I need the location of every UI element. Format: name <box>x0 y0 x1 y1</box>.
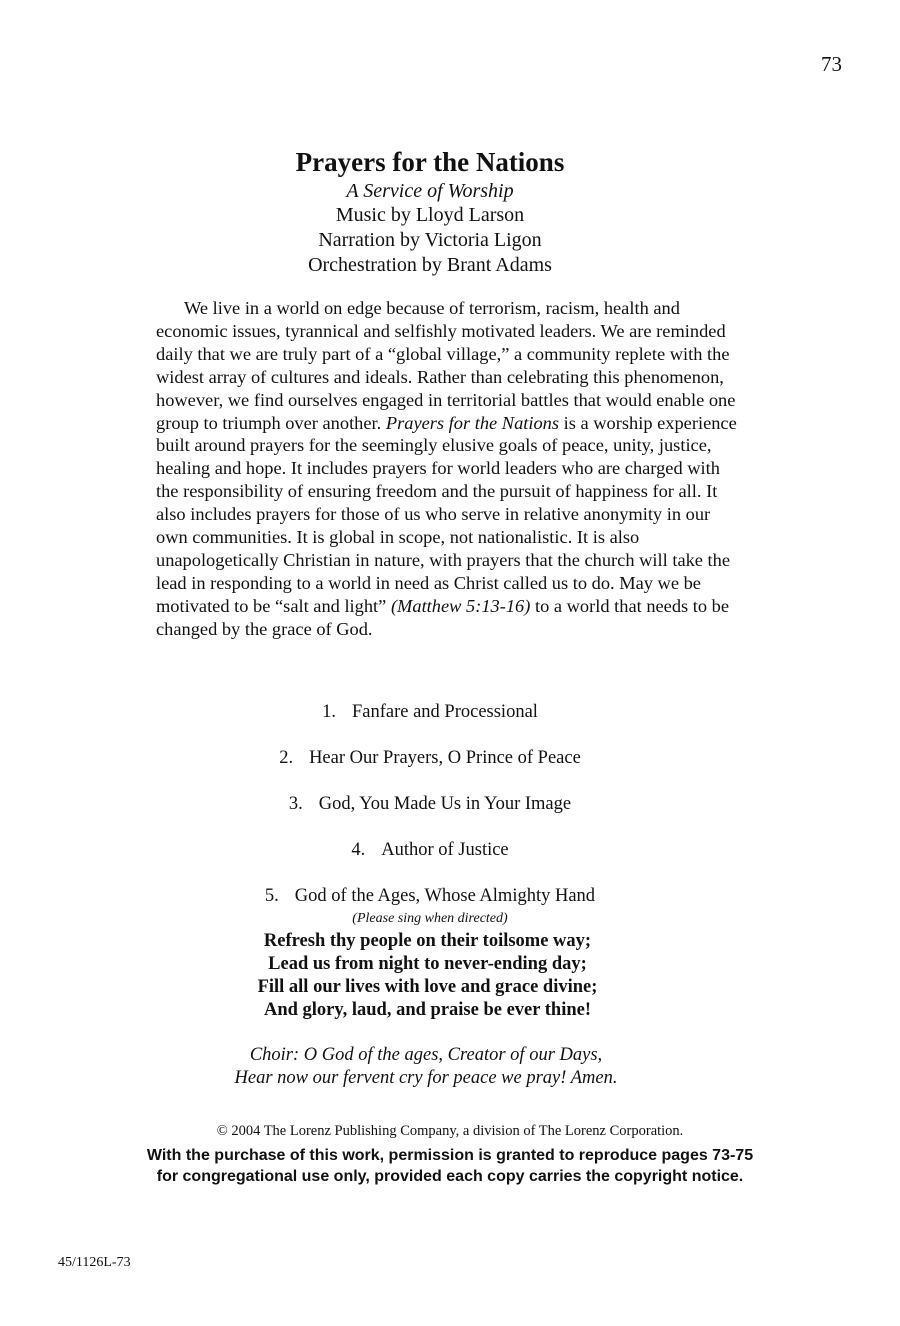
song-number: 5. <box>264 886 279 906</box>
choir-line: Hear now our fervent cry for peace we pray! Amen. <box>234 1068 618 1088</box>
song-title: Author of Justice <box>381 840 509 860</box>
intro-text-2: is a worship experience built around prayers for the seemingly elusive goals of peace, unity, justice, healing and hope. It includes prayers for world leaders who are charged with the responsibility of ensuring freedom and the pursuit of happiness for all. It also includes prayers for those of us who serve in relative anonymity in our own communities. It is global in scope, not nationalistic. It is also unapologetically Christian in nature, with prayers that the church will take the lead in responding to a world in need as Christ called us to do. May we be motivated to be “salt and light” <box>156 412 737 616</box>
choir-line: Choir: O God of the ages, Creator of our Days, <box>249 1045 603 1065</box>
credit-orchestration: Orchestration by Brant Adams <box>308 254 552 276</box>
song-item <box>0 700 860 724</box>
song-title: God, You Made Us in Your Image <box>318 794 572 814</box>
intro-text-3: to a world that needs to be changed by the grace of God. <box>156 595 730 639</box>
song-item <box>0 838 860 862</box>
song-item <box>0 792 860 816</box>
song-title: Hear Our Prayers, O Prince of Peace <box>309 748 581 768</box>
song-number: 4. <box>351 840 366 860</box>
page-title: Prayers for the Nations <box>295 147 565 177</box>
song-number: 2. <box>279 748 294 768</box>
song-number: 1. <box>322 702 336 722</box>
song-item <box>0 746 860 770</box>
credit-narration: Narration by Victoria Ligon <box>318 229 542 251</box>
intro-text-1: We live in a world on edge because of terrorism, racism, health and economic issues, tyrannical and selfishly motivated leaders. We are reminded daily that we are truly part of a “global village,” a community replete with the widest array of cultures and ideals. Rather than celebrating this phenomenon, however, we find ourselves engaged in territorial battles that would enable one group to triumph over another. <box>156 298 736 433</box>
copyright-notice: © 2004 The Lorenz Publishing Company, a division of The Lorenz Corporation. <box>216 1123 684 1139</box>
verse-line: Refresh thy people on their toilsome way; <box>263 931 592 951</box>
verse-line: Lead us from night to never-ending day; <box>268 954 587 974</box>
catalog-number: 45/1126L-73 <box>58 1255 131 1270</box>
credit-music: Music by Lloyd Larson <box>335 204 525 226</box>
permission-line: With the purchase of this work, permission is granted to reproduce pages 73-75 <box>146 1147 754 1164</box>
intro-paragraph <box>156 297 746 641</box>
work-title: Prayers for the Nations <box>385 412 560 433</box>
scripture-reference: (Matthew 5:13-16) <box>390 595 531 616</box>
song-item <box>0 884 860 908</box>
verse-line: And glory, laud, and praise be ever thine! <box>263 1000 592 1020</box>
verse-line: Fill all our lives with love and grace divine; <box>257 977 598 997</box>
header <box>0 145 860 278</box>
permission-line: for congregational use only, provided each copy carries the copyright notice. <box>156 1168 744 1185</box>
subtitle: A Service of Worship <box>346 180 514 202</box>
hymn-verse <box>0 930 855 1022</box>
page-number: 73 <box>821 52 842 76</box>
song-title: God of the Ages, Whose Almighty Hand <box>294 886 596 906</box>
permission-notice <box>0 1145 900 1187</box>
sing-direction: (Please sing when directed) <box>352 911 508 926</box>
choir-response <box>0 1044 852 1090</box>
song-title: Fanfare and Processional <box>351 702 538 722</box>
song-number: 3. <box>288 794 303 814</box>
